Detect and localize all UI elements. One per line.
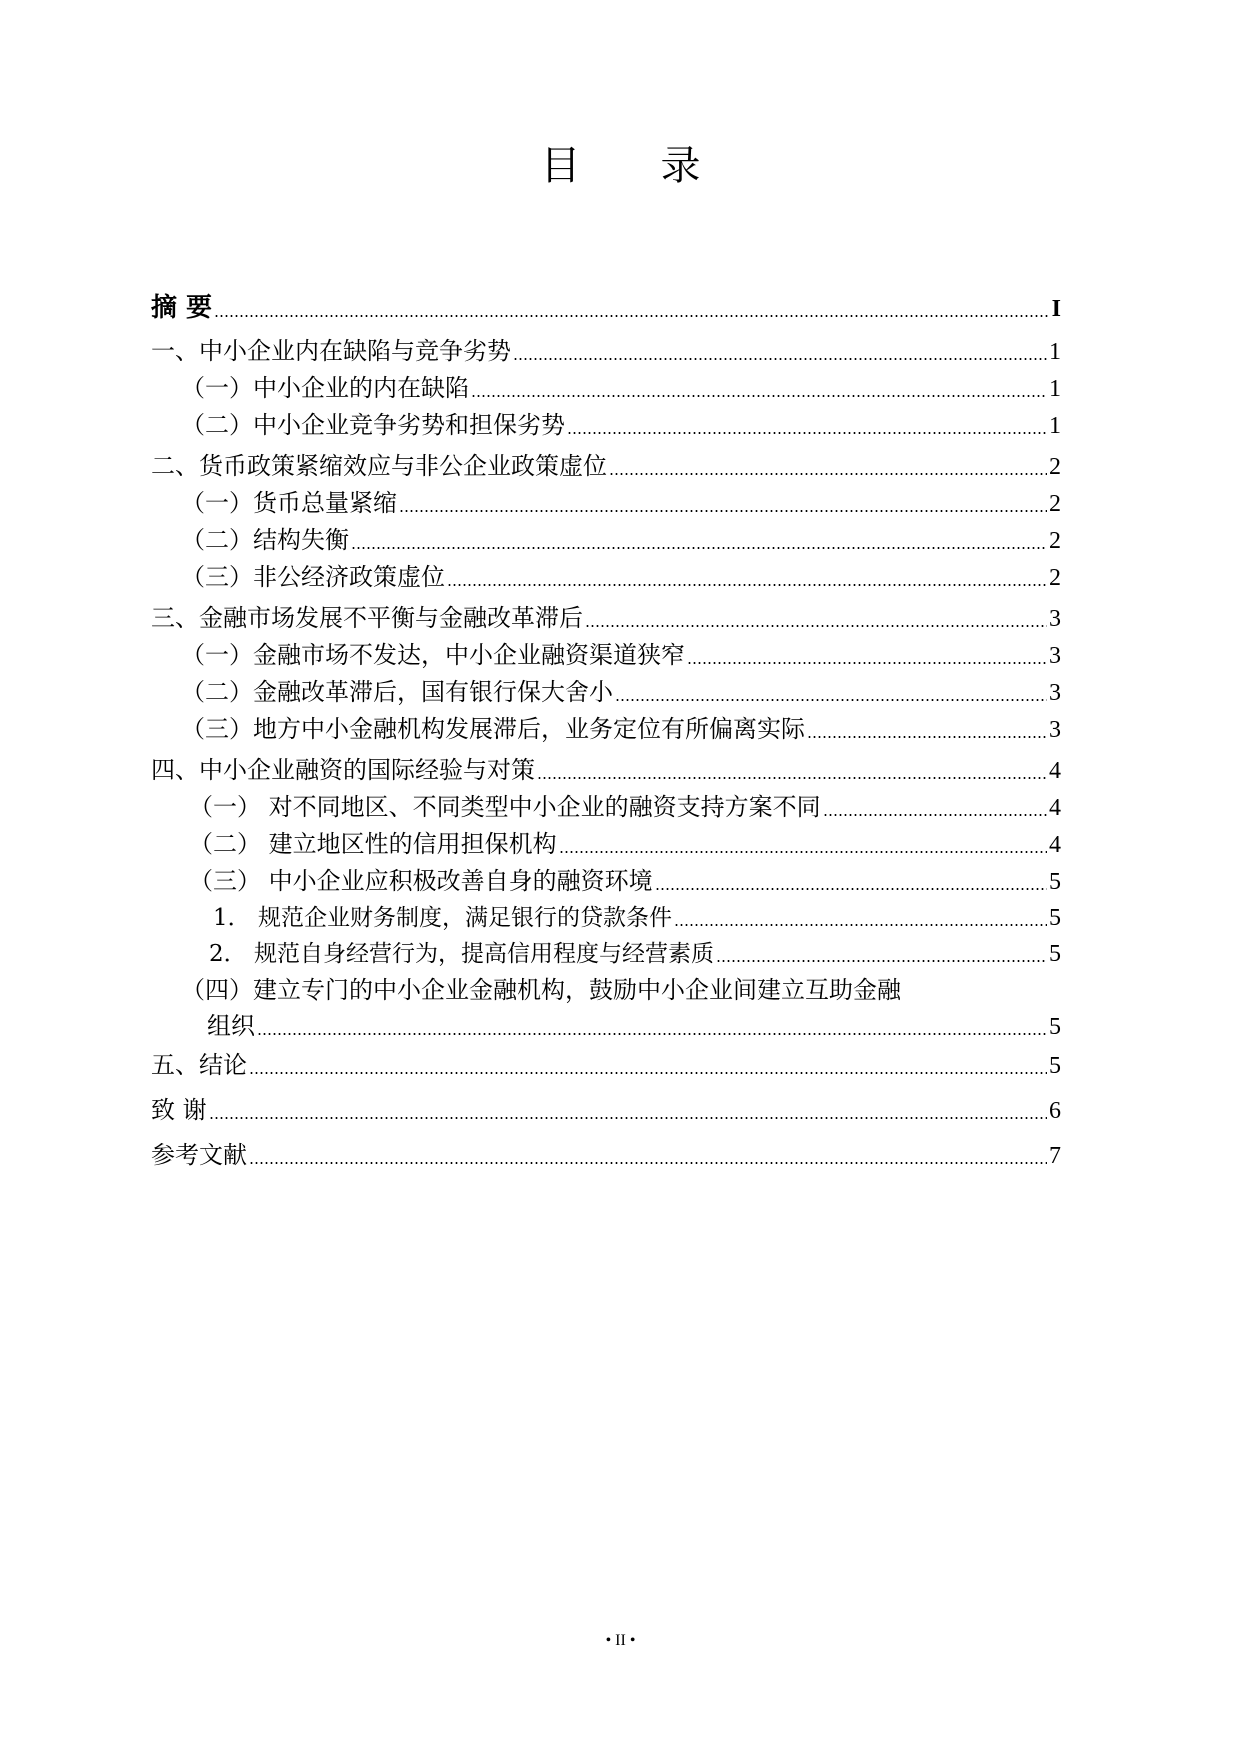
toc-entry-section-4-3[interactable]	[151, 863, 1061, 900]
toc-entry-page: 4	[1049, 832, 1061, 858]
toc-entry-page: 2	[1049, 565, 1061, 591]
toc-entry-page: 6	[1049, 1098, 1061, 1124]
toc-entry-section-4-3-1[interactable]	[151, 900, 1061, 936]
toc-leader-dots	[559, 850, 1047, 854]
page-title-part-2: 录	[660, 143, 701, 189]
toc-entry-label: 摘 要	[151, 293, 213, 323]
toc-leader-dots	[609, 472, 1047, 476]
toc-entry-label: （二）金融改革滞后，国有银行保大舍小	[181, 678, 613, 706]
table-of-contents	[151, 290, 1061, 1174]
toc-entry-label: 组织	[207, 1012, 255, 1040]
toc-entry-label: （二）中小企业竞争劣势和担保劣势	[181, 411, 565, 439]
toc-leader-dots	[351, 546, 1047, 550]
toc-leader-dots	[655, 887, 1047, 891]
toc-leader-dots	[209, 1116, 1047, 1120]
toc-leader-dots	[471, 394, 1047, 398]
toc-leader-dots	[249, 1071, 1047, 1075]
page-number-footer: • II •	[605, 1632, 636, 1649]
toc-leader-dots	[585, 624, 1047, 628]
toc-entry-section-2-3[interactable]	[151, 559, 1061, 596]
toc-entry-page: 3	[1049, 606, 1061, 632]
toc-entry-conclusion[interactable]	[151, 1047, 1061, 1084]
toc-leader-dots	[214, 314, 1050, 318]
page-title-part-1: 目	[540, 143, 581, 189]
toc-entry-page: 1	[1049, 413, 1061, 439]
toc-entry-label: 1． 规范企业财务制度，满足银行的贷款条件	[213, 905, 672, 931]
toc-entry-section-1-1[interactable]	[151, 370, 1061, 407]
toc-leader-dots	[807, 735, 1047, 739]
toc-entry-label: （三）地方中小金融机构发展滞后，业务定位有所偏离实际	[181, 715, 805, 743]
toc-entry-page: 5	[1049, 1014, 1061, 1040]
toc-entry-abstract[interactable]	[151, 290, 1061, 327]
toc-leader-dots	[716, 959, 1047, 963]
toc-entry-section-4-4[interactable]	[151, 1008, 1061, 1045]
toc-entry-section-1-2[interactable]	[151, 407, 1061, 444]
toc-entry-page: 1	[1049, 339, 1061, 365]
toc-leader-dots	[674, 923, 1047, 927]
toc-entry-label: 一、中小企业内在缺陷与竞争劣势	[151, 337, 511, 365]
toc-entry-label: 五、结论	[151, 1051, 247, 1079]
toc-entry-page: 5	[1049, 869, 1061, 895]
toc-entry-page: 2	[1049, 491, 1061, 517]
toc-entry-page: 5	[1049, 905, 1061, 931]
toc-entry-label: 四、中小企业融资的国际经验与对策	[151, 756, 535, 784]
toc-leader-dots	[257, 1032, 1047, 1036]
toc-entry-references[interactable]	[151, 1137, 1061, 1174]
toc-entry-acknowledgements[interactable]	[151, 1092, 1061, 1129]
toc-entry-page: 4	[1049, 795, 1061, 821]
toc-entry-label: 2． 规范自身经营行为，提高信用程度与经营素质	[209, 941, 714, 967]
toc-leader-dots	[687, 661, 1047, 665]
toc-entry-label: （一）金融市场不发达，中小企业融资渠道狭窄	[181, 641, 685, 669]
toc-entry-section-4-1[interactable]	[151, 789, 1061, 826]
toc-leader-dots	[399, 509, 1047, 513]
toc-entry-page: 4	[1049, 758, 1061, 784]
toc-entry-label: （二）结构失衡	[181, 526, 349, 554]
toc-entry-section-2-1[interactable]	[151, 485, 1061, 522]
toc-entry-section-2[interactable]	[151, 448, 1061, 485]
toc-leader-dots	[823, 813, 1047, 817]
toc-entry-section-3-1[interactable]	[151, 637, 1061, 674]
toc-leader-dots	[615, 698, 1047, 702]
toc-entry-label: 二、货币政策紧缩效应与非公企业政策虚位	[151, 452, 607, 480]
toc-leader-dots	[567, 431, 1047, 435]
toc-entry-label: 致 谢	[151, 1096, 207, 1124]
toc-entry-section-2-2[interactable]	[151, 522, 1061, 559]
toc-entry-section-4-3-2[interactable]	[151, 936, 1061, 972]
toc-entry-page: 1	[1049, 376, 1061, 402]
toc-entry-page: 3	[1049, 717, 1061, 743]
toc-entry-section-4[interactable]	[151, 752, 1061, 789]
toc-entry-section-1[interactable]	[151, 333, 1061, 370]
toc-entry-section-3-3[interactable]	[151, 711, 1061, 748]
toc-entry-label: 三、金融市场发展不平衡与金融改革滞后	[151, 604, 583, 632]
toc-entry-page: 2	[1049, 454, 1061, 480]
toc-entry-page: 5	[1049, 941, 1061, 967]
toc-entry-section-4-4-heading[interactable]: （四）建立专门的中小企业金融机构，鼓励中小企业间建立互助金融	[181, 976, 901, 1004]
toc-entry-label: （一） 对不同地区、不同类型中小企业的融资支持方案不同	[189, 793, 821, 821]
toc-entry-page: 5	[1049, 1053, 1061, 1079]
toc-entry-label: （一）中小企业的内在缺陷	[181, 374, 469, 402]
toc-entry-page: I	[1051, 296, 1061, 322]
toc-entry-label: （二） 建立地区性的信用担保机构	[189, 830, 557, 858]
toc-entry-page: 7	[1049, 1143, 1061, 1169]
toc-leader-dots	[513, 357, 1047, 361]
toc-entry-page: 2	[1049, 528, 1061, 554]
toc-entry-section-3[interactable]	[151, 600, 1061, 637]
toc-leader-dots	[249, 1161, 1047, 1165]
toc-leader-dots	[537, 776, 1047, 780]
toc-entry-label: 参考文献	[151, 1141, 247, 1169]
toc-entry-page: 3	[1049, 680, 1061, 706]
toc-entry-page: 3	[1049, 643, 1061, 669]
page-title	[0, 143, 1241, 189]
toc-entry-label: （三）非公经济政策虚位	[181, 563, 445, 591]
toc-entry-section-3-2[interactable]	[151, 674, 1061, 711]
toc-entry-label: （三） 中小企业应积极改善自身的融资环境	[189, 867, 653, 895]
toc-entry-section-4-2[interactable]	[151, 826, 1061, 863]
toc-entry-label: （一）货币总量紧缩	[181, 489, 397, 517]
toc-leader-dots	[447, 583, 1047, 587]
